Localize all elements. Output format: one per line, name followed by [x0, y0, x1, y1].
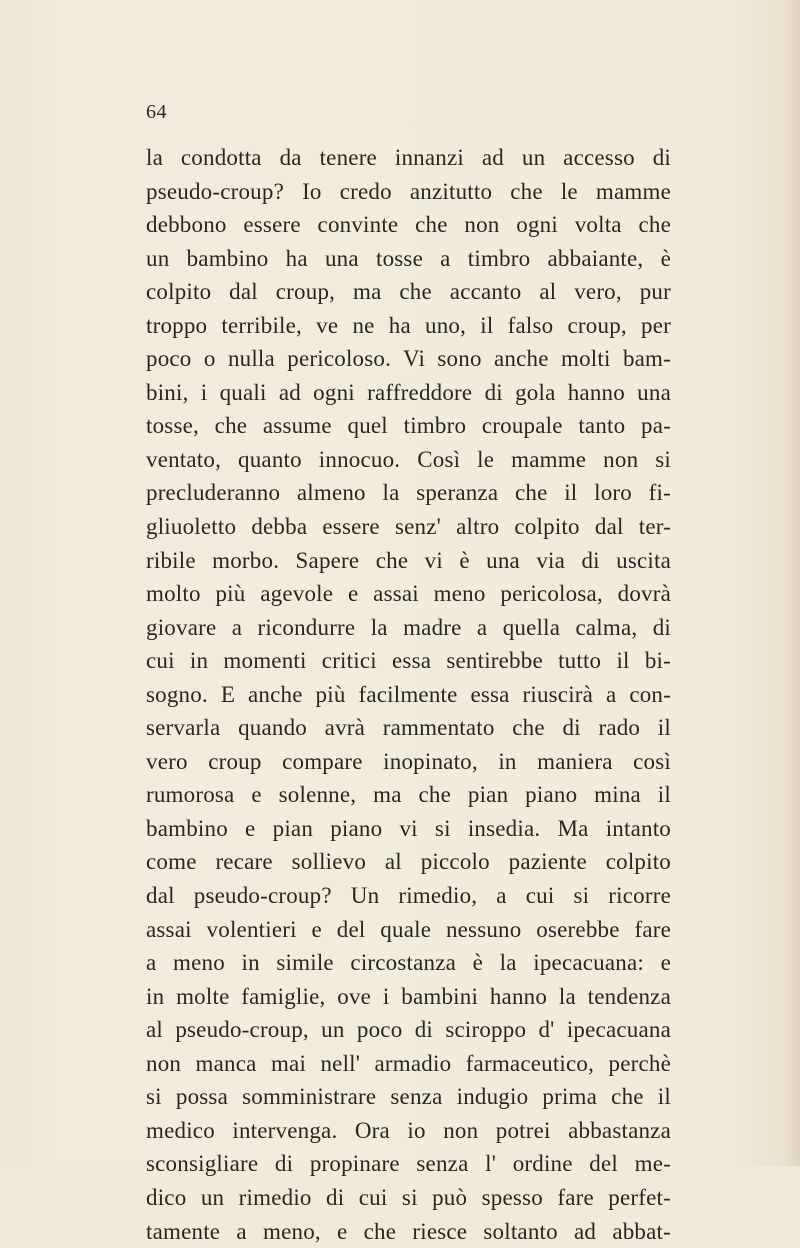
text-line: gliuoletto debba essere senz' altro colpito dal ter- [146, 510, 671, 544]
text-line: pseudo-croup? Io credo anzitutto che le mamme [146, 175, 671, 209]
text-line: sogno. E anche più facilmente essa riuscirà a con- [146, 678, 671, 712]
text-line: al pseudo-croup, un poco di sciroppo d' ipecacuana [146, 1013, 671, 1047]
text-line: debbono essere convinte che non ogni volta che [146, 208, 671, 242]
text-line: cui in momenti critici essa sentirebbe tutto il bi- [146, 644, 671, 678]
text-line: non manca mai nell' armadio farmaceutico, perchè [146, 1047, 671, 1081]
text-line: in molte famiglie, ove i bambini hanno la tendenza [146, 980, 671, 1014]
text-line: assai volentieri e del quale nessuno oserebbe fare [146, 913, 671, 947]
text-line: come recare sollievo al piccolo paziente colpito [146, 845, 671, 879]
text-line: medico intervenga. Ora io non potrei abbastanza [146, 1114, 671, 1148]
text-line: troppo terribile, ve ne ha uno, il falso croup, per [146, 309, 671, 343]
text-line: servarla quando avrà rammentato che di rado il [146, 711, 671, 745]
text-line: dico un rimedio di cui si può spesso fare perfet- [146, 1181, 671, 1215]
text-line: tosse, che assume quel timbro croupale tanto pa- [146, 409, 671, 443]
text-line: ribile morbo. Sapere che vi è una via di uscita [146, 544, 671, 578]
text-line: si possa somministrare senza indugio prima che il [146, 1080, 671, 1114]
text-line: a meno in simile circostanza è la ipecacuana: e [146, 946, 671, 980]
text-line: precluderanno almeno la speranza che il loro fi- [146, 476, 671, 510]
text-line: la condotta da tenere innanzi ad un accesso di [146, 141, 671, 175]
text-line: un bambino ha una tosse a timbro abbaiante, è [146, 242, 671, 276]
text-line: tamente a meno, e che riesce soltanto ad abbat- [146, 1215, 671, 1248]
text-line: ventato, quanto innocuo. Così le mamme non si [146, 443, 671, 477]
text-line: bini, i quali ad ogni raffreddore di gola hanno una [146, 376, 671, 410]
text-line: rumorosa e solenne, ma che pian piano mina il [146, 778, 671, 812]
text-line: colpito dal croup, ma che accanto al vero, pur [146, 275, 671, 309]
page-edge-shadow [786, 0, 800, 1166]
text-line: dal pseudo-croup? Un rimedio, a cui si ricorre [146, 879, 671, 913]
text-line: sconsigliare di propinare senza l' ordine del me- [146, 1147, 671, 1181]
text-line: giovare a ricondurre la madre a quella calma, di [146, 611, 671, 645]
text-line: bambino e pian piano vi si insedia. Ma intanto [146, 812, 671, 846]
text-line: vero croup compare inopinato, in maniera così [146, 745, 671, 779]
text-line: molto più agevole e assai meno pericolosa, dovrà [146, 577, 671, 611]
body-text [146, 141, 671, 1248]
text-line: poco o nulla pericoloso. Vi sono anche molti bam- [146, 342, 671, 376]
page-number: 64 [146, 101, 167, 124]
